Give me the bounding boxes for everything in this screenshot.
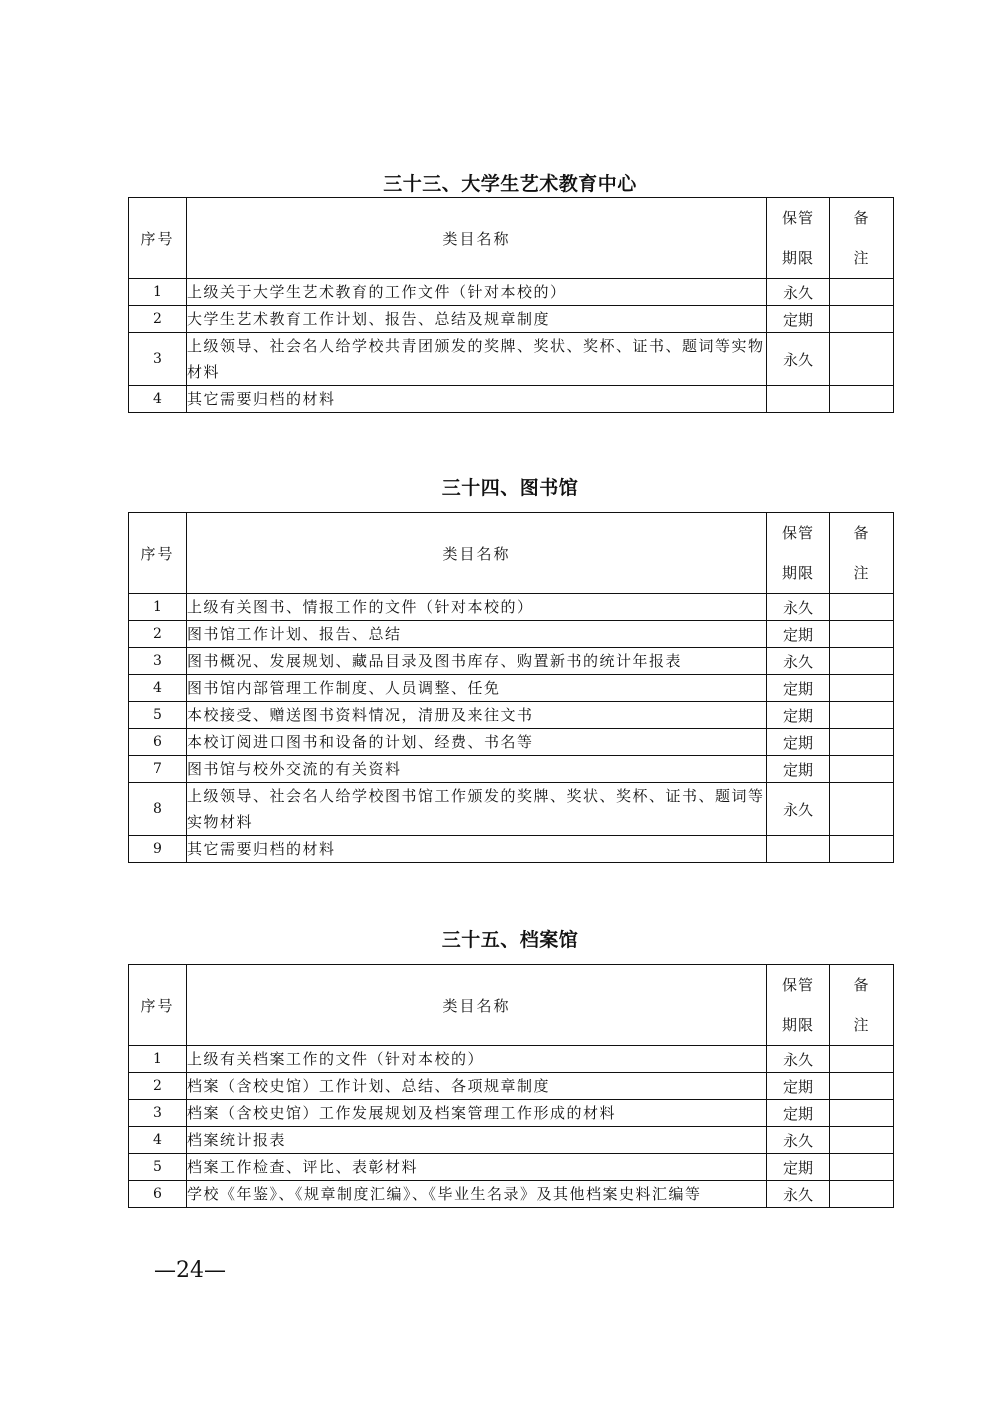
- row-period: 永久: [767, 279, 830, 306]
- row-note: [830, 1046, 894, 1073]
- row-period: [767, 386, 830, 413]
- row-note: [830, 386, 894, 413]
- row-note: [830, 1154, 894, 1181]
- row-period: 定期: [767, 1073, 830, 1100]
- row-name: 档案工作检查、评比、表彰材料: [187, 1154, 767, 1181]
- row-period: 永久: [767, 333, 830, 386]
- table-row: [129, 1046, 894, 1073]
- row-note: [830, 702, 894, 729]
- table-row: [129, 1073, 894, 1100]
- row-period: 定期: [767, 1100, 830, 1127]
- row-period: 永久: [767, 594, 830, 621]
- header-name: 类目名称: [187, 965, 767, 1046]
- header-period-line2: 期限: [781, 249, 814, 267]
- table-row: [129, 279, 894, 306]
- row-period: 定期: [767, 756, 830, 783]
- archive-table-34: [128, 512, 894, 863]
- header-no: 序号: [129, 965, 187, 1046]
- row-name: 图书概况、发展规划、藏品目录及图书库存、购置新书的统计年报表: [187, 648, 767, 675]
- row-period: [767, 836, 830, 863]
- header-period: [767, 965, 830, 1046]
- row-note: [830, 333, 894, 386]
- table-row: [129, 702, 894, 729]
- table-row: [129, 1154, 894, 1181]
- table-header-row: [129, 965, 894, 1046]
- row-no: 1: [129, 594, 187, 621]
- header-period-line1: 保管: [781, 976, 814, 994]
- table-row: [129, 729, 894, 756]
- row-name: 其它需要归档的材料: [187, 836, 767, 863]
- page-number: —24—: [154, 1258, 226, 1283]
- row-no: 2: [129, 621, 187, 648]
- header-period: [767, 198, 830, 279]
- row-name: 上级领导、社会名人给学校共青团颁发的奖牌、奖状、奖杯、证书、题词等实物材料: [187, 333, 767, 386]
- row-note: [830, 836, 894, 863]
- row-no: 2: [129, 1073, 187, 1100]
- table-row: [129, 621, 894, 648]
- row-no: 3: [129, 648, 187, 675]
- row-name: 上级有关图书、情报工作的文件（针对本校的）: [187, 594, 767, 621]
- row-note: [830, 1100, 894, 1127]
- row-note: [830, 675, 894, 702]
- row-no: 4: [129, 386, 187, 413]
- row-name: 图书馆内部管理工作制度、人员调整、任免: [187, 675, 767, 702]
- row-note: [830, 729, 894, 756]
- row-period: 定期: [767, 702, 830, 729]
- row-name: 档案（含校史馆）工作计划、总结、各项规章制度: [187, 1073, 767, 1100]
- row-no: 5: [129, 702, 187, 729]
- row-no: 8: [129, 783, 187, 836]
- header-period-line1: 保管: [781, 524, 814, 542]
- row-period: 定期: [767, 675, 830, 702]
- header-period-line2: 期限: [781, 1016, 814, 1034]
- table-row: [129, 386, 894, 413]
- row-name: 上级有关档案工作的文件（针对本校的）: [187, 1046, 767, 1073]
- header-note-line1: 备: [853, 209, 870, 227]
- row-period: 定期: [767, 621, 830, 648]
- table-row: [129, 1100, 894, 1127]
- archive-table-35: [128, 964, 894, 1208]
- header-no: 序号: [129, 513, 187, 594]
- header-note: [830, 513, 894, 594]
- table-header-row: [129, 198, 894, 279]
- section-title-34: 三十四、图书馆: [441, 477, 579, 499]
- row-no: 3: [129, 1100, 187, 1127]
- section-title-33: 三十三、大学生艺术教育中心: [383, 173, 637, 195]
- header-note: [830, 965, 894, 1046]
- header-no: 序号: [129, 198, 187, 279]
- row-name: 档案统计报表: [187, 1127, 767, 1154]
- row-note: [830, 756, 894, 783]
- row-note: [830, 648, 894, 675]
- header-note-line2: 注: [853, 564, 870, 582]
- row-no: 5: [129, 1154, 187, 1181]
- table-row: [129, 594, 894, 621]
- header-name: 类目名称: [187, 198, 767, 279]
- row-no: 3: [129, 333, 187, 386]
- table-row: [129, 333, 894, 386]
- row-no: 6: [129, 729, 187, 756]
- header-name: 类目名称: [187, 513, 767, 594]
- row-name: 图书馆与校外交流的有关资料: [187, 756, 767, 783]
- row-period: 永久: [767, 1127, 830, 1154]
- table-row: [129, 306, 894, 333]
- header-period: [767, 513, 830, 594]
- row-no: 4: [129, 1127, 187, 1154]
- row-name: 学校《年鉴》、《规章制度汇编》、《毕业生名录》及其他档案史料汇编等: [187, 1181, 767, 1208]
- row-note: [830, 279, 894, 306]
- table-row: [129, 675, 894, 702]
- row-period: 定期: [767, 1154, 830, 1181]
- row-no: 1: [129, 279, 187, 306]
- row-name: 本校订阅进口图书和设备的计划、经费、书名等: [187, 729, 767, 756]
- header-note-line2: 注: [853, 249, 870, 267]
- row-note: [830, 621, 894, 648]
- row-period: 永久: [767, 1181, 830, 1208]
- row-note: [830, 1073, 894, 1100]
- table-row: [129, 836, 894, 863]
- row-no: 2: [129, 306, 187, 333]
- row-note: [830, 1127, 894, 1154]
- archive-table-33: [128, 197, 894, 413]
- row-no: 6: [129, 1181, 187, 1208]
- row-note: [830, 1181, 894, 1208]
- header-note-line1: 备: [853, 976, 870, 994]
- row-note: [830, 594, 894, 621]
- table-row: [129, 783, 894, 836]
- row-period: 永久: [767, 648, 830, 675]
- table-row: [129, 756, 894, 783]
- table-row: [129, 1127, 894, 1154]
- table-row: [129, 648, 894, 675]
- row-note: [830, 783, 894, 836]
- header-period-line2: 期限: [781, 564, 814, 582]
- row-period: 定期: [767, 729, 830, 756]
- row-name: 档案（含校史馆）工作发展规划及档案管理工作形成的材料: [187, 1100, 767, 1127]
- row-no: 7: [129, 756, 187, 783]
- header-note-line1: 备: [853, 524, 870, 542]
- row-name: 上级关于大学生艺术教育的工作文件（针对本校的）: [187, 279, 767, 306]
- row-period: 永久: [767, 1046, 830, 1073]
- header-note-line2: 注: [853, 1016, 870, 1034]
- header-period-line1: 保管: [781, 209, 814, 227]
- table-header-row: [129, 513, 894, 594]
- row-name: 上级领导、社会名人给学校图书馆工作颁发的奖牌、奖状、奖杯、证书、题词等实物材料: [187, 783, 767, 836]
- row-name: 图书馆工作计划、报告、总结: [187, 621, 767, 648]
- row-name: 其它需要归档的材料: [187, 386, 767, 413]
- row-no: 1: [129, 1046, 187, 1073]
- row-no: 9: [129, 836, 187, 863]
- row-name: 本校接受、赠送图书资料情况，清册及来往文书: [187, 702, 767, 729]
- table-row: [129, 1181, 894, 1208]
- section-title-35: 三十五、档案馆: [441, 929, 579, 951]
- row-period: 定期: [767, 306, 830, 333]
- header-note: [830, 198, 894, 279]
- row-period: 永久: [767, 783, 830, 836]
- row-note: [830, 306, 894, 333]
- row-name: 大学生艺术教育工作计划、报告、总结及规章制度: [187, 306, 767, 333]
- row-no: 4: [129, 675, 187, 702]
